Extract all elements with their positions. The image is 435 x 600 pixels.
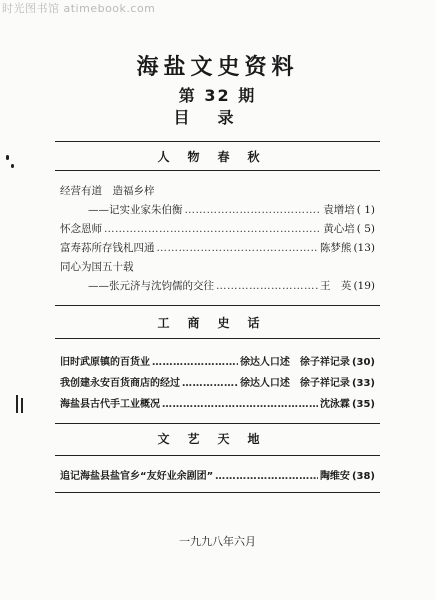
toc-entry-author: 黄心培	[323, 223, 355, 235]
toc-entry[interactable]	[60, 221, 375, 236]
section-heading: 工商史话	[157, 316, 278, 330]
toc-entry-page: (19)	[353, 280, 375, 292]
toc-entry[interactable]	[60, 467, 375, 482]
toc-entry-title: 经营有道 造福乡梓	[60, 185, 155, 197]
toc-entry-page: ( 1)	[356, 204, 375, 216]
toc-entry-author: 王 英	[319, 280, 352, 292]
toc-entry-page: ( 5)	[356, 223, 375, 235]
toc-entry-title: 追记海盐县盐官乡“友好业余剧团”	[60, 471, 214, 482]
toc-entry[interactable]	[60, 353, 375, 368]
section-heading: 人物春秋	[157, 150, 278, 164]
toc-entry-title: 旧时武原镇的百货业	[60, 357, 150, 368]
toc-entry[interactable]	[60, 395, 375, 410]
toc-entry-author: 徐达人口述 徐子祥记录	[239, 357, 350, 368]
toc-entry-page: (33)	[351, 378, 375, 389]
publication-title: 海盐文史资料	[136, 55, 299, 80]
leader-dots	[104, 223, 321, 235]
divider	[55, 492, 380, 493]
toc-entry-title: 同心为国五十载	[60, 261, 134, 273]
watermark: 时光图书馆 atimebook.com	[2, 2, 156, 15]
divider	[55, 338, 380, 339]
leader-dots	[185, 204, 322, 216]
leader-dots	[162, 399, 318, 410]
toc-entry-title: 我创建永安百货商店的经过	[60, 378, 180, 389]
divider	[55, 141, 380, 142]
leader-dots	[216, 280, 318, 292]
section-heading: 文艺天地	[157, 432, 278, 446]
toc-entry[interactable]	[60, 240, 375, 255]
leader-dots	[215, 471, 318, 482]
divider	[55, 170, 380, 171]
toc-entry[interactable]	[88, 278, 375, 293]
toc-entry-page: (30)	[351, 357, 375, 368]
toc-entry-title: 富寿荪所存钱札四通	[60, 242, 155, 254]
toc-entry-author: 徐达人口述 徐子祥记录	[239, 378, 350, 389]
toc-entry-title: 海盐县古代手工业概况	[60, 399, 160, 410]
toc-entry-page: (38)	[351, 471, 375, 482]
issue-number: 第 32 期	[178, 86, 257, 105]
toc-entry-author: 陈梦熊	[319, 242, 352, 254]
divider	[55, 305, 380, 306]
divider	[55, 423, 380, 424]
toc-entry-title: ——张元济与沈钧儒的交往	[88, 280, 214, 292]
toc-entry[interactable]	[60, 374, 375, 389]
toc-entry-author: 袁增培	[323, 204, 355, 216]
scan-mark	[6, 155, 9, 160]
toc-entry-author: 沈泳霖	[319, 399, 350, 410]
leader-dots	[157, 242, 318, 254]
contents-heading: 目录	[173, 108, 262, 127]
scan-mark	[21, 398, 23, 413]
scan-mark	[11, 164, 14, 168]
publication-date: 一九九八年六月	[179, 535, 256, 548]
toc-entry-page: (35)	[351, 399, 375, 410]
toc-entry-page: (13)	[353, 242, 375, 254]
divider	[55, 455, 380, 456]
leader-dots	[152, 357, 238, 368]
leader-dots	[182, 378, 238, 389]
toc-entry[interactable]	[88, 202, 375, 217]
toc-entry-author: 陶维安	[319, 471, 350, 482]
toc-entry-title: ——记实业家朱伯衡	[88, 204, 183, 216]
scan-mark	[16, 395, 18, 413]
toc-entry-title: 怀念恩师	[60, 223, 102, 235]
